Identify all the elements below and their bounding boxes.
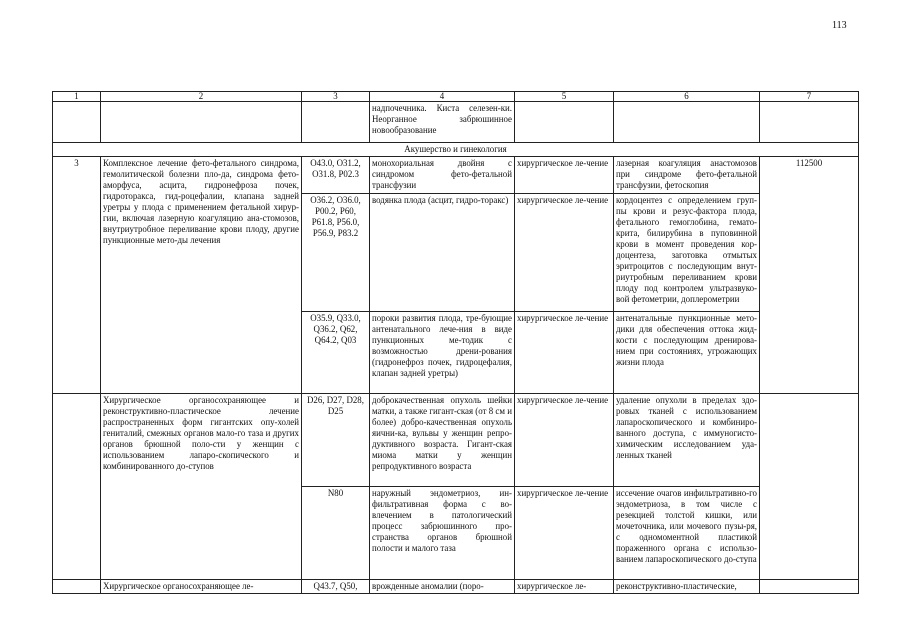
table-row xyxy=(53,157,859,194)
table-cell xyxy=(53,102,101,143)
treatment-method: реконструктивно-пластические, xyxy=(614,580,760,594)
column-header: 5 xyxy=(515,92,614,102)
section-title-row xyxy=(53,143,859,157)
continuation-row xyxy=(53,102,859,143)
treatment-type: хирургическое ле-чение xyxy=(515,394,614,487)
treatment-method: лазерная коагуляция анастомозов при синдроме фето-фетальной трансфузии, фетоскопия xyxy=(614,157,760,194)
treatment-method: иссечение очагов инфильтративно-го эндометриоза, в том числе с резекцией толстой кишки, или мочеточника, или мочевого пузы-ря, с одномоментной пластикой пораженного органа с использо-ванием лапароскопического до-ступа xyxy=(614,487,760,580)
diagnosis-codes: N80 xyxy=(302,487,370,580)
patient-model: доброкачественная опухоль шейки матки, а также гигант-ская (от 8 см и более) добро-качественная опухоль яични-ка, вульвы у женщин репро-дуктивного возраста. Гигант-ская миома матки у женщин репродуктивного возраста xyxy=(370,394,515,487)
table-cell xyxy=(614,102,760,143)
diagnosis-codes: D26, D27, D28, D25 xyxy=(302,394,370,487)
table-row xyxy=(53,394,859,487)
treatment-method: антенатальные пункционные мето-дики для обеспечения оттока жид-кости с последующим дренирова-нием при состояниях, угрожающих жизни плода xyxy=(614,312,760,394)
treatment-type: хирургическое ле- xyxy=(515,580,614,594)
price: 112500 xyxy=(760,157,859,394)
table-cell xyxy=(302,102,370,143)
table-cell: надпочечника. Киста селезен-ки. Неорганное забрюшинное новообразование xyxy=(370,102,515,143)
section-title: Акушерство и гинекология xyxy=(53,143,859,157)
column-header: 7 xyxy=(760,92,859,102)
medical-services-table xyxy=(52,91,859,594)
table-cell xyxy=(515,102,614,143)
page-number: 113 xyxy=(832,20,847,31)
column-header: 3 xyxy=(302,92,370,102)
treatment-method: кордоцентез с определением груп-пы крови и резус-фактора плода, фетального гемоглобина, гемато-крита, билирубина в пуповинной крови в момент проведения кор-доцентеза, заготовка отмытых эритроцитов с последующим внут-риутробным переливанием крови плоду под контролем ультразвуко-вой фетометрии, доплерометрии xyxy=(614,194,760,312)
intervention-name: Хирургическое органосохраняющее и реконструктивно-пластическое лечение распространенных форм гигантских опу-холей гениталий, смежных органов мало-го таза и других органов брюшной поло-сти у женщин с использованием лапаро-скопического и комбинированного до-ступов xyxy=(101,394,302,580)
treatment-type: хирургическое ле-чение xyxy=(515,157,614,194)
column-number-row xyxy=(53,92,859,102)
diagnosis-codes: O36.2, O36.0, P00.2, P60, P61.8, P56.0, P56.9, P83.2 xyxy=(302,194,370,312)
intervention-name: Комплексное лечение фето-фетального синдрома, гемолитической болезни пло-да, синдрома фето-аморфуса, асцита, гидронефроза почек, гидроторакса, гид-роцефалии, клапана задней уретры у плода с применением фетальной хирур-гии, включая лазерную коагуляцию ана-стомозов, внутриутробное переливание крови плоду, другие пункционные мето-ды лечения xyxy=(101,157,302,394)
price xyxy=(760,580,859,594)
treatment-type: хирургическое ле-чение xyxy=(515,487,614,580)
price xyxy=(760,394,859,580)
column-header: 1 xyxy=(53,92,101,102)
treatment-type: хирургическое ле-чение xyxy=(515,312,614,394)
column-header: 4 xyxy=(370,92,515,102)
patient-model: монохориальная двойня с синдромом фето-фетальной трансфузии xyxy=(370,157,515,194)
diagnosis-codes: Q43.7, Q50, xyxy=(302,580,370,594)
patient-model: пороки развития плода, тре-бующие антенатального лече-ния в виде пункционных ме-тодик с возможностью дрени-рования (гидронефроз почек, гидроцефалия, клапан задней уретры) xyxy=(370,312,515,394)
row-number xyxy=(53,394,101,580)
row-number xyxy=(53,580,101,594)
treatment-type: хирургическое ле-чение xyxy=(515,194,614,312)
patient-model: врожденные аномалии (поро- xyxy=(370,580,515,594)
diagnosis-codes: O35.9, Q33.0, Q36.2, Q62, Q64.2, Q03 xyxy=(302,312,370,394)
intervention-name: Хирургическое органосохраняющее ле- xyxy=(101,580,302,594)
table-cell xyxy=(760,102,859,143)
column-header: 2 xyxy=(101,92,302,102)
table-row xyxy=(53,580,859,594)
patient-model: наружный эндометриоз, ин-фильтративная форма с во-влечением в патологический процесс забрюшинного про-странства органов брюшной полости и малого таза xyxy=(370,487,515,580)
treatment-method: удаление опухоли в пределах здо-ровых тканей с использованием лапароскопического и комбиниро-ванного доступа, с иммуногисто-химическим исследованием уда-ленных тканей xyxy=(614,394,760,487)
row-number: 3 xyxy=(53,157,101,394)
diagnosis-codes: O43.0, O31.2, O31.8, P02.3 xyxy=(302,157,370,194)
table-cell xyxy=(101,102,302,143)
column-header: 6 xyxy=(614,92,760,102)
patient-model: водянка плода (асцит, гидро-торакс) xyxy=(370,194,515,312)
